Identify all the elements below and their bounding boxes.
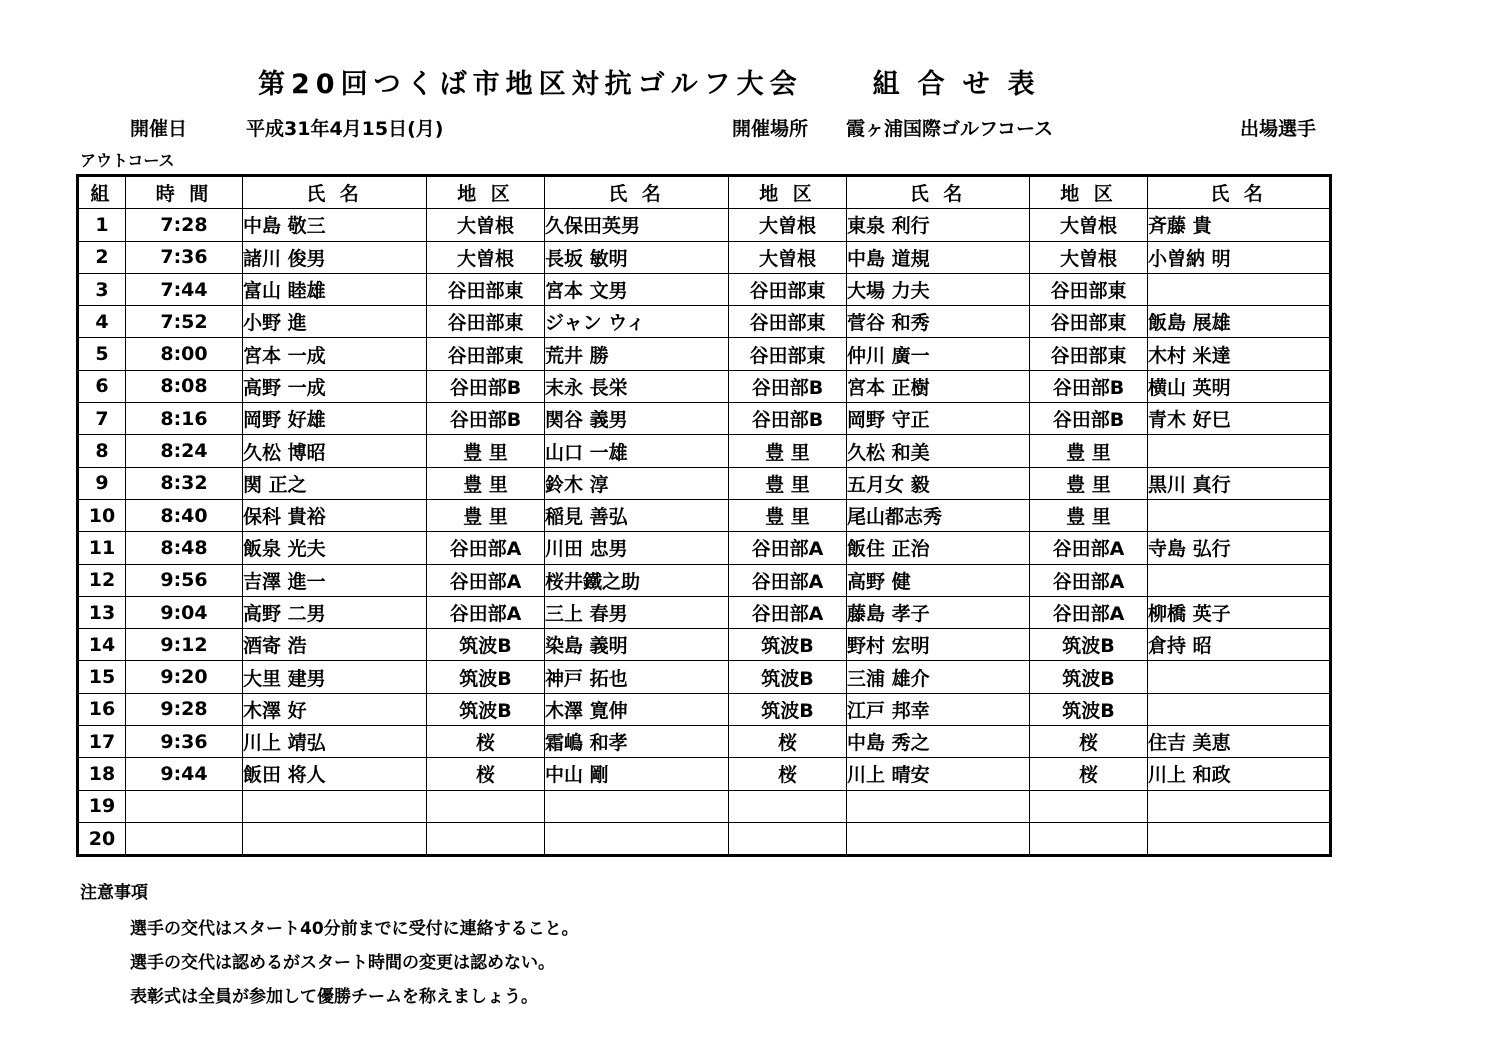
district-cell: 谷田部A	[427, 596, 545, 628]
player-name-cell: 山口 一雄	[545, 435, 729, 467]
header-group: 組	[78, 176, 126, 209]
player-name-cell: 小曽納 明	[1148, 241, 1331, 273]
district-cell: 桜	[729, 758, 847, 790]
group-number-cell: 1	[78, 209, 126, 241]
player-name-cell: 寺島 弘行	[1148, 532, 1331, 564]
player-name-cell	[1148, 564, 1331, 596]
district-cell	[1030, 790, 1148, 822]
player-name-cell: 染島 義明	[545, 629, 729, 661]
district-cell: 谷田部東	[427, 338, 545, 370]
district-cell: 谷田部A	[1030, 532, 1148, 564]
player-name-cell	[847, 822, 1030, 855]
district-cell	[1030, 822, 1148, 855]
header-name-2: 氏 名	[545, 176, 729, 209]
player-name-cell: 川田 忠男	[545, 532, 729, 564]
player-name-cell: 川上 晴安	[847, 758, 1030, 790]
start-time-cell: 7:28	[126, 209, 243, 241]
header-district-2: 地 区	[729, 176, 847, 209]
player-name-cell: 中島 敬三	[243, 209, 427, 241]
district-cell: 桜	[427, 726, 545, 758]
player-name-cell: 久松 博昭	[243, 435, 427, 467]
district-cell: 豊 里	[427, 499, 545, 531]
player-name-cell: 大場 力夫	[847, 273, 1030, 305]
header-name-1: 氏 名	[243, 176, 427, 209]
player-name-cell: 岡野 守正	[847, 403, 1030, 435]
group-number-cell: 20	[78, 822, 126, 855]
header-district-1: 地 区	[427, 176, 545, 209]
player-name-cell: 中山 剛	[545, 758, 729, 790]
district-cell: 桜	[427, 758, 545, 790]
header-name-3: 氏 名	[847, 176, 1030, 209]
district-cell	[729, 790, 847, 822]
note-item: 表彰式は全員が参加して優勝チームを称えましょう。	[130, 987, 538, 1007]
district-cell: 大曽根	[729, 241, 847, 273]
player-name-cell	[545, 790, 729, 822]
pairing-table	[76, 174, 1332, 857]
group-number-cell: 16	[78, 693, 126, 725]
player-name-cell: 高野 健	[847, 564, 1030, 596]
district-cell: 谷田部B	[427, 403, 545, 435]
district-cell: 大曽根	[1030, 209, 1148, 241]
player-name-cell: 久保田英男	[545, 209, 729, 241]
start-time-cell: 9:44	[126, 758, 243, 790]
player-name-cell: 三浦 雄介	[847, 661, 1030, 693]
table-row	[78, 564, 1331, 596]
player-name-cell: 中島 道規	[847, 241, 1030, 273]
player-name-cell: 諸川 俊男	[243, 241, 427, 273]
district-cell: 谷田部東	[729, 273, 847, 305]
group-number-cell: 4	[78, 306, 126, 338]
player-name-cell: 末永 長栄	[545, 370, 729, 402]
table-row	[78, 241, 1331, 273]
district-cell: 豊 里	[427, 435, 545, 467]
start-time-cell: 8:16	[126, 403, 243, 435]
district-cell: 筑波B	[427, 629, 545, 661]
start-time-cell: 9:12	[126, 629, 243, 661]
player-name-cell: 関 正之	[243, 467, 427, 499]
start-time-cell: 9:28	[126, 693, 243, 725]
player-name-cell: 飯住 正治	[847, 532, 1030, 564]
player-name-cell: 青木 好巳	[1148, 403, 1331, 435]
district-cell: 谷田部東	[1030, 338, 1148, 370]
date-label: 開催日	[130, 118, 188, 140]
player-name-cell: 中島 秀之	[847, 726, 1030, 758]
player-name-cell: 荒井 勝	[545, 338, 729, 370]
player-name-cell: 宮本 正樹	[847, 370, 1030, 402]
table-row	[78, 467, 1331, 499]
table-row	[78, 370, 1331, 402]
district-cell	[729, 822, 847, 855]
group-number-cell: 19	[78, 790, 126, 822]
start-time-cell: 9:36	[126, 726, 243, 758]
group-number-cell: 14	[78, 629, 126, 661]
table-row	[78, 209, 1331, 241]
district-cell: 谷田部B	[427, 370, 545, 402]
note-item: 選手の交代は認めるがスタート時間の変更は認めない。	[130, 953, 555, 973]
player-name-cell: 野村 宏明	[847, 629, 1030, 661]
player-name-cell	[545, 822, 729, 855]
district-cell: 谷田部B	[729, 403, 847, 435]
player-name-cell	[1148, 661, 1331, 693]
header-row	[78, 176, 1331, 209]
district-cell: 谷田部B	[1030, 370, 1148, 402]
player-name-cell: 吉澤 進一	[243, 564, 427, 596]
district-cell: 谷田部A	[1030, 596, 1148, 628]
table-row	[78, 726, 1331, 758]
table-row	[78, 435, 1331, 467]
district-cell: 筑波B	[729, 693, 847, 725]
start-time-cell: 8:08	[126, 370, 243, 402]
player-name-cell: 飯泉 光夫	[243, 532, 427, 564]
group-number-cell: 12	[78, 564, 126, 596]
start-time-cell: 7:52	[126, 306, 243, 338]
district-cell: 谷田部B	[1030, 403, 1148, 435]
player-name-cell	[1148, 273, 1331, 305]
player-name-cell	[847, 790, 1030, 822]
player-name-cell	[1148, 435, 1331, 467]
table-row	[78, 403, 1331, 435]
player-name-cell: 富山 睦雄	[243, 273, 427, 305]
district-cell: 谷田部A	[729, 532, 847, 564]
start-time-cell: 7:36	[126, 241, 243, 273]
player-name-cell: 川上 靖弘	[243, 726, 427, 758]
table-row	[78, 338, 1331, 370]
player-name-cell: 倉持 昭	[1148, 629, 1331, 661]
player-name-cell: 神戸 拓也	[545, 661, 729, 693]
table-row	[78, 273, 1331, 305]
start-time-cell	[126, 822, 243, 855]
group-number-cell: 15	[78, 661, 126, 693]
group-number-cell: 11	[78, 532, 126, 564]
player-name-cell	[1148, 822, 1331, 855]
district-cell: 桜	[1030, 758, 1148, 790]
district-cell: 豊 里	[729, 499, 847, 531]
start-time-cell: 9:56	[126, 564, 243, 596]
table-row	[78, 596, 1331, 628]
course-label: アウトコース	[80, 151, 175, 170]
player-name-cell: 菅谷 和秀	[847, 306, 1030, 338]
player-name-cell: 保科 貴裕	[243, 499, 427, 531]
district-cell: 谷田部東	[1030, 306, 1148, 338]
table-row	[78, 306, 1331, 338]
group-number-cell: 9	[78, 467, 126, 499]
district-cell: 豊 里	[1030, 467, 1148, 499]
player-name-cell: 尾山都志秀	[847, 499, 1030, 531]
group-number-cell: 7	[78, 403, 126, 435]
group-number-cell: 13	[78, 596, 126, 628]
player-name-cell: 三上 春男	[545, 596, 729, 628]
district-cell: 谷田部東	[729, 306, 847, 338]
player-name-cell: 木澤 寛伸	[545, 693, 729, 725]
district-cell: 豊 里	[1030, 435, 1148, 467]
start-time-cell: 8:40	[126, 499, 243, 531]
player-name-cell: 五月女 毅	[847, 467, 1030, 499]
player-name-cell: 東泉 利行	[847, 209, 1030, 241]
player-name-cell	[1148, 693, 1331, 725]
header-time: 時 間	[126, 176, 243, 209]
district-cell: 谷田部A	[427, 564, 545, 596]
player-name-cell: 飯田 将人	[243, 758, 427, 790]
header-district-3: 地 区	[1030, 176, 1148, 209]
player-name-cell: 飯島 展雄	[1148, 306, 1331, 338]
start-time-cell: 9:04	[126, 596, 243, 628]
table-row	[78, 499, 1331, 531]
district-cell: 谷田部A	[729, 564, 847, 596]
district-cell: 谷田部東	[1030, 273, 1148, 305]
notes-title: 注意事項	[80, 883, 148, 903]
player-name-cell: 久松 和美	[847, 435, 1030, 467]
group-number-cell: 3	[78, 273, 126, 305]
district-cell: 筑波B	[1030, 661, 1148, 693]
district-cell: 大曽根	[729, 209, 847, 241]
player-name-cell: 関谷 義男	[545, 403, 729, 435]
district-cell: 谷田部東	[427, 306, 545, 338]
player-name-cell: 木澤 好	[243, 693, 427, 725]
player-name-cell: 横山 英明	[1148, 370, 1331, 402]
player-name-cell: 斉藤 貴	[1148, 209, 1331, 241]
player-name-cell: 仲川 廣一	[847, 338, 1030, 370]
district-cell: 筑波B	[1030, 693, 1148, 725]
player-name-cell: 稲見 善弘	[545, 499, 729, 531]
district-cell: 桜	[1030, 726, 1148, 758]
district-cell: 谷田部A	[427, 532, 545, 564]
player-name-cell	[243, 822, 427, 855]
player-name-cell: 住吉 美恵	[1148, 726, 1331, 758]
player-name-cell: 高野 二男	[243, 596, 427, 628]
district-cell: 大曽根	[427, 241, 545, 273]
venue-label: 開催場所	[732, 118, 809, 140]
player-name-cell: ジャン ウィ	[545, 306, 729, 338]
player-name-cell: 高野 一成	[243, 370, 427, 402]
note-item: 選手の交代はスタート40分前までに受付に連絡すること。	[130, 919, 579, 939]
schedule-subtitle: 組合せ表	[872, 69, 1053, 100]
start-time-cell: 8:48	[126, 532, 243, 564]
player-name-cell: 江戸 邦幸	[847, 693, 1030, 725]
document-title	[258, 62, 1053, 101]
district-cell: 筑波B	[729, 661, 847, 693]
player-name-cell: 柳橋 英子	[1148, 596, 1331, 628]
start-time-cell: 8:24	[126, 435, 243, 467]
district-cell: 筑波B	[1030, 629, 1148, 661]
group-number-cell: 6	[78, 370, 126, 402]
table-row	[78, 629, 1331, 661]
player-name-cell: 酒寄 浩	[243, 629, 427, 661]
player-name-cell: 宮本 一成	[243, 338, 427, 370]
start-time-cell: 8:00	[126, 338, 243, 370]
district-cell: 谷田部東	[729, 338, 847, 370]
group-number-cell: 18	[78, 758, 126, 790]
district-cell: 筑波B	[729, 629, 847, 661]
district-cell: 谷田部B	[729, 370, 847, 402]
tournament-title: 第20回つくば市地区対抗ゴルフ大会	[258, 69, 803, 100]
district-cell: 豊 里	[1030, 499, 1148, 531]
table-row	[78, 661, 1331, 693]
start-time-cell: 7:44	[126, 273, 243, 305]
table-row	[78, 822, 1331, 855]
player-name-cell: 川上 和政	[1148, 758, 1331, 790]
district-cell: 筑波B	[427, 661, 545, 693]
player-name-cell: 霜嶋 和孝	[545, 726, 729, 758]
group-number-cell: 17	[78, 726, 126, 758]
player-name-cell: 岡野 好雄	[243, 403, 427, 435]
start-time-cell: 9:20	[126, 661, 243, 693]
player-name-cell: 黒川 真行	[1148, 467, 1331, 499]
district-cell: 大曽根	[427, 209, 545, 241]
date-value: 平成31年4月15日(月)	[246, 118, 444, 140]
player-name-cell: 大里 建男	[243, 661, 427, 693]
district-cell: 谷田部A	[1030, 564, 1148, 596]
players-label: 出場選手	[1240, 118, 1317, 140]
player-name-cell: 藤島 孝子	[847, 596, 1030, 628]
player-name-cell	[243, 790, 427, 822]
district-cell: 筑波B	[427, 693, 545, 725]
table-row	[78, 790, 1331, 822]
district-cell: 豊 里	[729, 467, 847, 499]
district-cell: 桜	[729, 726, 847, 758]
header-name-4: 氏 名	[1148, 176, 1331, 209]
venue-value: 霞ヶ浦国際ゴルフコース	[846, 118, 1054, 140]
district-cell: 大曽根	[1030, 241, 1148, 273]
district-cell	[427, 822, 545, 855]
player-name-cell: 木村 米達	[1148, 338, 1331, 370]
player-name-cell: 宮本 文男	[545, 273, 729, 305]
player-name-cell	[1148, 790, 1331, 822]
player-name-cell: 小野 進	[243, 306, 427, 338]
table-row	[78, 532, 1331, 564]
player-name-cell: 鈴木 淳	[545, 467, 729, 499]
player-name-cell	[1148, 499, 1331, 531]
district-cell: 谷田部東	[427, 273, 545, 305]
district-cell	[427, 790, 545, 822]
district-cell: 豊 里	[427, 467, 545, 499]
district-cell: 谷田部A	[729, 596, 847, 628]
player-name-cell: 長坂 敏明	[545, 241, 729, 273]
start-time-cell: 8:32	[126, 467, 243, 499]
table-body	[78, 209, 1331, 856]
group-number-cell: 10	[78, 499, 126, 531]
table-row	[78, 693, 1331, 725]
group-number-cell: 2	[78, 241, 126, 273]
table-row	[78, 758, 1331, 790]
start-time-cell	[126, 790, 243, 822]
group-number-cell: 5	[78, 338, 126, 370]
district-cell: 豊 里	[729, 435, 847, 467]
player-name-cell: 桜井鐵之助	[545, 564, 729, 596]
group-number-cell: 8	[78, 435, 126, 467]
